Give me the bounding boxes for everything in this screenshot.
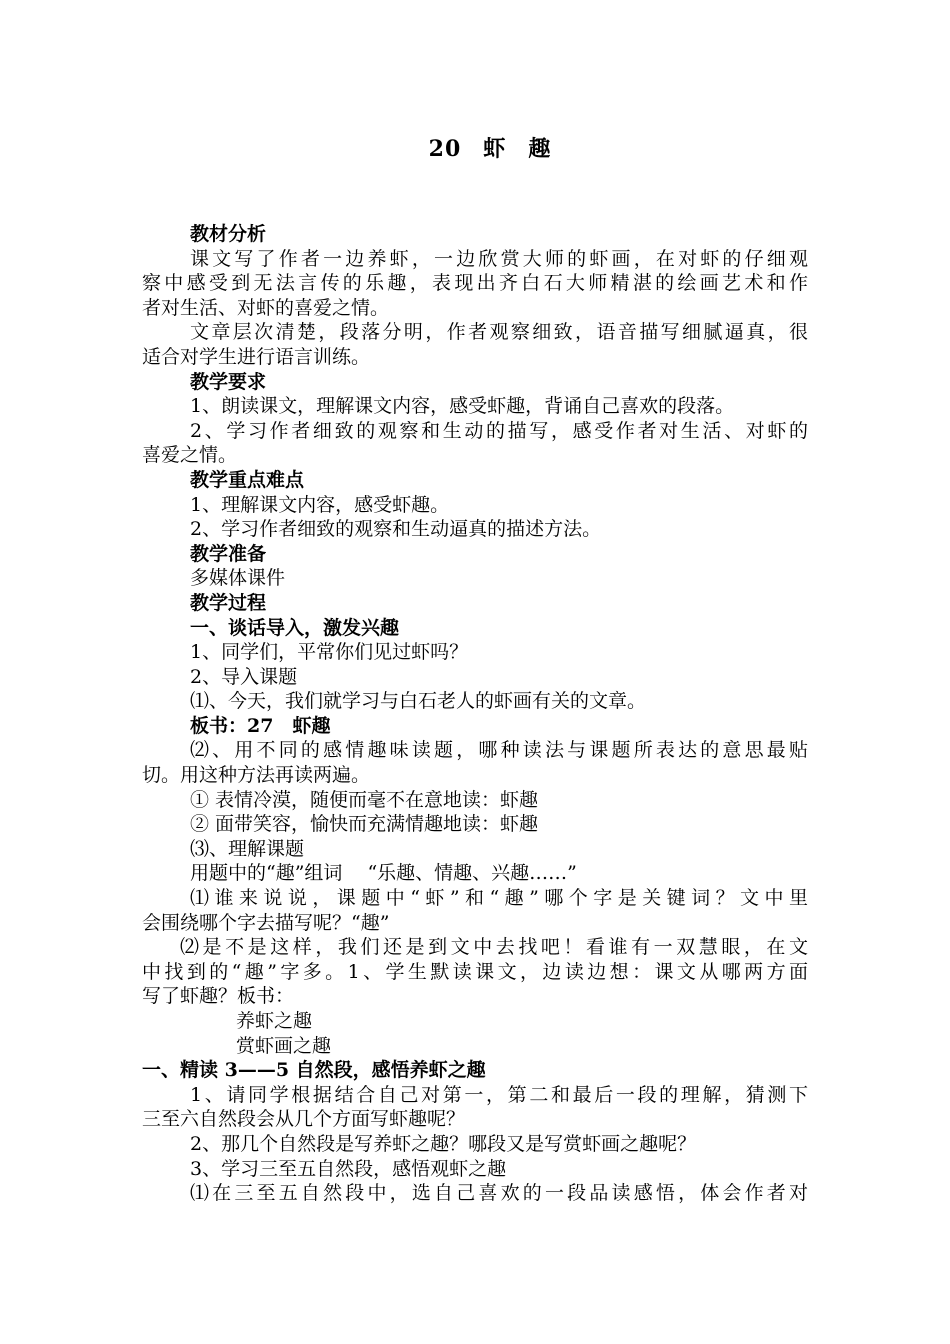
text-line: 2、那几个自然段是写养虾之趣？哪段又是写赏虾画之趣呢？: [190, 1132, 697, 1155]
text-line: 会围绕哪个字去描写呢？“趣”: [142, 911, 390, 934]
text-line: 3、学习三至五自然段，感悟观虾之趣: [190, 1157, 507, 1180]
text-line: 1、同学们，平常你们见过虾吗？: [190, 641, 469, 664]
section-heading: 一、精读 3——5 自然段，感悟养虾之趣: [142, 1059, 486, 1082]
section-heading: 教学重点难点: [190, 468, 305, 491]
text-line: 课文写了作者一边养虾，一边欣赏大师的虾画，在对虾的仔细观: [190, 247, 808, 270]
text-line: 喜爱之情。: [142, 444, 238, 467]
title-char-2: 趣: [528, 136, 552, 162]
section-heading: 一、谈话导入，激发兴趣: [190, 616, 400, 639]
text-line: 1、理解课文内容，感受虾趣。: [190, 493, 450, 516]
text-line: 察中感受到无法言传的乐趣，表现出齐白石大师精湛的绘画艺术和作: [142, 272, 808, 295]
text-line: 多媒体课件: [190, 567, 286, 590]
text-line: 写了虾趣？板书：: [142, 985, 295, 1008]
text-line: 2、学习作者细致的观察和生动逼真的描述方法。: [190, 518, 602, 541]
section-heading: 教材分析: [190, 223, 267, 245]
text-line: 赏虾画之趣: [236, 1034, 332, 1057]
section-heading: 教学过程: [190, 591, 267, 614]
text-line: 切。用这种方法再读两遍。: [142, 764, 371, 787]
text-line: 中找到的“趣”字多。1、学生默读课文，边读边想：课文从哪两方面: [142, 960, 808, 983]
section-heading: 板书：27 虾趣: [190, 714, 331, 737]
text-line: 适合对学生进行语言训练。: [142, 345, 371, 368]
page-title: [0, 132, 950, 163]
title-number: 20: [428, 136, 462, 162]
text-line: 1、朗读课文，理解课文内容，感受虾趣，背诵自己喜欢的段落。: [190, 395, 735, 418]
section-heading: 教学要求: [190, 370, 267, 393]
text-line: 2、学习作者细致的观察和生动的描写，感受作者对生活、对虾的: [190, 419, 808, 442]
text-line: 者对生活、对虾的喜爱之情。: [142, 296, 390, 319]
text-line: 1、请同学根据结合自己对第一，第二和最后一段的理解，猜测下: [190, 1083, 808, 1106]
text-line: ① 表情冷漠，随便而毫不在意地读：虾趣: [190, 788, 539, 811]
text-line: ⑴在三至五自然段中，选自己喜欢的一段品读感悟，体会作者对: [190, 1182, 808, 1205]
text-line: 用题中的“趣”组词 “乐趣、情趣、兴趣……”: [190, 862, 577, 885]
title-char-1: 虾: [483, 136, 507, 162]
text-line: 三至六自然段会从几个方面写虾趣呢？: [142, 1108, 466, 1131]
text-line: 2、导入课题: [190, 665, 298, 688]
text-line: ⑴、今天，我们就学习与白石老人的虾画有关的文章。: [190, 690, 647, 713]
text-line: ⑴谁来说说，课题中“虾”和“趣”哪个字是关键词？文中里: [190, 887, 808, 910]
document-body: [142, 222, 808, 1206]
text-line: 文章层次清楚，段落分明，作者观察细致，语音描写细腻逼真，很: [190, 321, 808, 344]
text-line: ② 面带笑容，愉快而充满情趣地读：虾趣: [190, 813, 539, 836]
text-line: ⑵、用不同的感情趣味读题，哪种读法与课题所表达的意思最贴: [190, 739, 808, 762]
text-line: ⑵是不是这样，我们还是到文中去找吧！看谁有一双慧眼，在文: [180, 936, 808, 959]
section-heading: 教学准备: [190, 542, 267, 565]
text-line: ⑶、理解课题: [190, 837, 305, 860]
text-line: 养虾之趣: [236, 1010, 313, 1032]
